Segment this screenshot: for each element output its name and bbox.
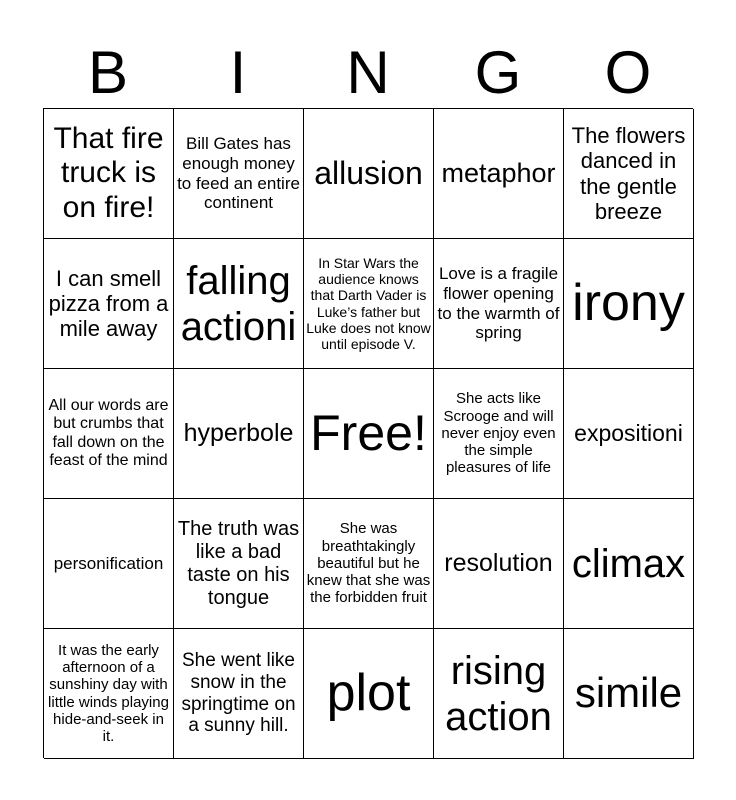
bingo-cell: That fire truck is on fire! [44,109,174,239]
bingo-cell: personification [44,499,174,629]
bingo-cell: Bill Gates has enough money to feed an entire continent [174,109,304,239]
bingo-cell: She went like snow in the springtime on a sunny hill. [174,629,304,759]
bingo-cell: She acts like Scrooge and will never enjoy even the simple pleasures of life [434,369,564,499]
header-letter-o: O [604,39,652,106]
bingo-cell: irony [564,239,694,369]
bingo-cell: metaphor [434,109,564,239]
header-letter-n: N [346,39,390,106]
bingo-cell: simile [564,629,694,759]
header-letter-i: I [229,39,247,106]
bingo-cell: The flowers danced in the gentle breeze [564,109,694,239]
bingo-grid [43,108,693,758]
bingo-cell: All our words are but crumbs that fall down on the feast of the mind [44,369,174,499]
bingo-cell: plot [304,629,434,759]
header-letter-b: B [87,39,129,106]
bingo-cell: In Star Wars the audience knows that Darth Vader is Luke’s father but Luke does not know until episode V. [304,239,434,369]
bingo-cell: I can smell pizza from a mile away [44,239,174,369]
bingo-cell: falling actioni [174,239,304,369]
bingo-cell: Free! [304,369,434,499]
bingo-cell: Love is a fragile flower opening to the warmth of spring [434,239,564,369]
bingo-cell: allusion [304,109,434,239]
bingo-cell: expositioni [564,369,694,499]
bingo-header [43,38,693,108]
bingo-cell: climax [564,499,694,629]
bingo-cell: rising action [434,629,564,759]
bingo-cell: It was the early afternoon of a sunshiny day with little winds playing hide-and-seek in it. [44,629,174,759]
bingo-cell: hyperbole [174,369,304,499]
bingo-cell: She was breathtakingly beautiful but he knew that she was the forbidden fruit [304,499,434,629]
header-letter-g: G [474,39,522,106]
bingo-cell: resolution [434,499,564,629]
bingo-cell: The truth was like a bad taste on his tongue [174,499,304,629]
